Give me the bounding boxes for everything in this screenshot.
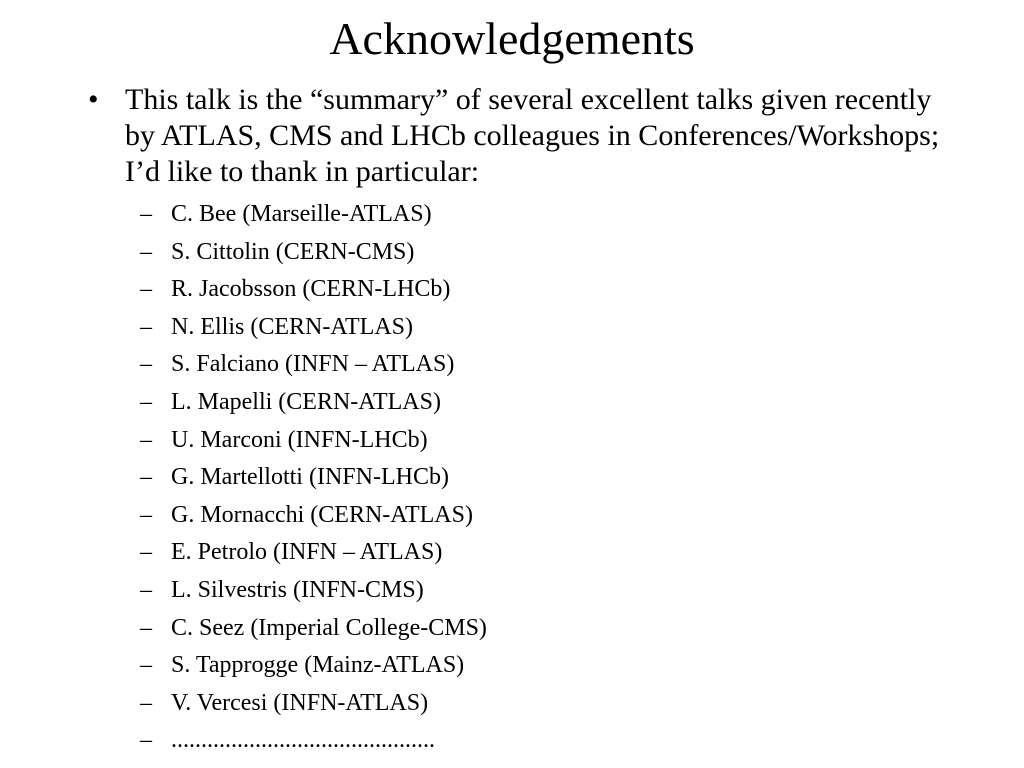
list-item [140,722,940,760]
list-item [140,610,940,648]
dash-icon: – [140,351,152,378]
list-item-text: C. Bee (Marseille-ATLAS) [171,201,432,227]
list-item [140,459,940,497]
list-item-text: V. Vercesi (INFN-ATLAS) [171,689,429,716]
list-item [140,384,940,422]
list-item-text: R. Jacobsson (CERN-LHCb) [171,276,451,303]
dash-icon: – [140,539,152,566]
list-item-text: N. Ellis (CERN-ATLAS) [171,313,413,340]
list-item [140,497,940,535]
dash-icon: – [140,501,152,528]
dash-icon: – [140,313,152,340]
dash-icon: – [140,576,152,603]
dash-icon: – [140,689,152,716]
list-item-text: L. Mapelli (CERN-ATLAS) [171,388,441,415]
dash-icon: – [140,464,152,491]
list-item [140,572,940,610]
list-item-text: G. Mornacchi (CERN-ATLAS) [171,501,473,528]
bullet-icon: • [88,83,99,116]
list-item-text: S. Cittolin (CERN-CMS) [171,238,415,265]
slide-title: Acknowledgements [329,13,695,64]
list-item [140,647,940,685]
list-item-text: U. Marconi (INFN-LHCb) [171,426,428,453]
list-item-text: L. Silvestris (INFN-CMS) [171,576,424,603]
list-item [140,534,940,572]
list-item-text: S. Tapprogge (Mainz-ATLAS) [171,652,465,679]
dash-icon: – [140,614,152,641]
dash-icon: – [140,238,152,265]
dash-icon: – [140,201,152,227]
list-item-text: S. Falciano (INFN – ATLAS) [171,351,455,378]
list-item [140,271,940,309]
list-item [140,234,940,272]
list-item-text: E. Petrolo (INFN – ATLAS) [171,539,443,566]
list-item-text: ............................................ [171,727,435,754]
list-item [140,309,940,347]
dash-icon: – [140,426,152,453]
dash-icon: – [140,388,152,415]
dash-icon: – [140,276,152,303]
list-item [140,196,940,234]
dash-icon: – [140,727,152,754]
list-item [140,346,940,384]
bullet-text: This talk is the “summary” of several excellent talks given recently by ATLAS, CMS and LHCb colleagues in Conferences/Workshops; I’d like to thank in particular: [125,83,940,188]
list-item-text: G. Martellotti (INFN-LHCb) [171,464,449,491]
list-item [140,422,940,460]
acknowledged-people-list [140,196,940,760]
list-item-text: C. Seez (Imperial College-CMS) [171,614,487,641]
dash-icon: – [140,652,152,679]
list-item [140,685,940,723]
